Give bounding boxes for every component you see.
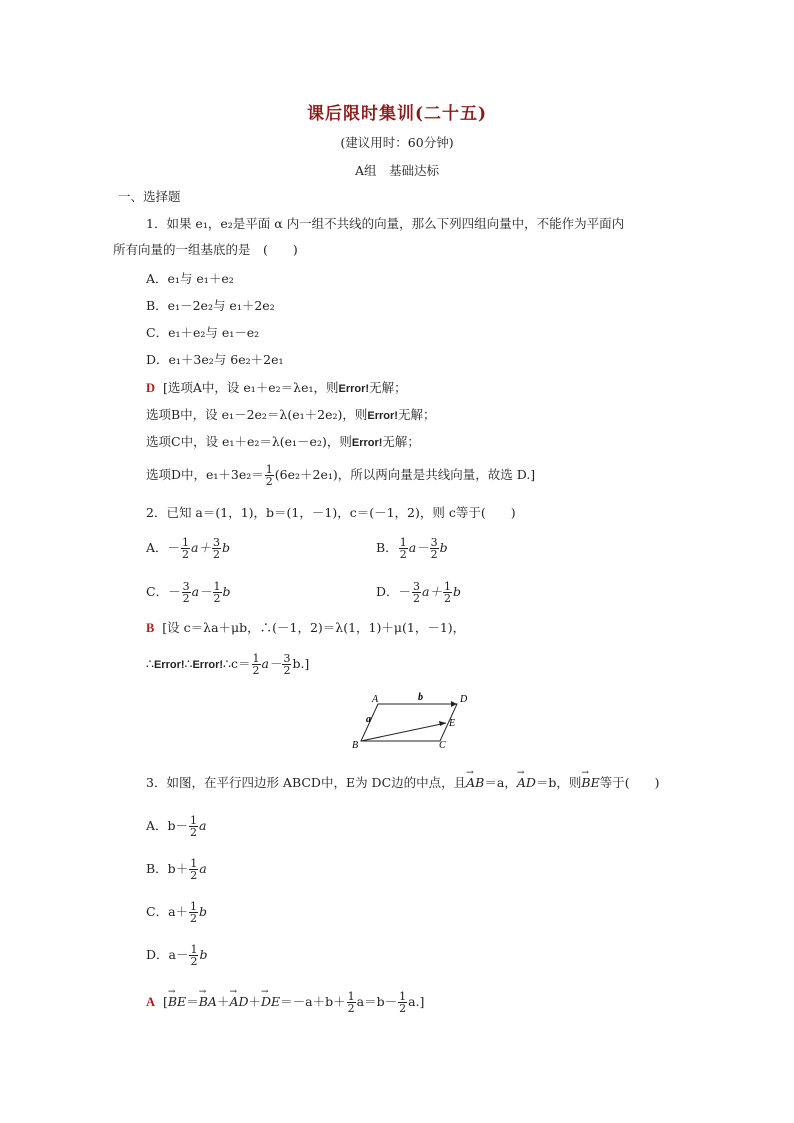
q3-option-c: C．a＋ $\frac{1}{2}$ b	[146, 900, 208, 925]
label-d-point: D	[460, 694, 468, 705]
q3-solution: A [→ BE＝→ BA＋→ AD＋→ DE＝－a＋b＋ $\frac{1}{2}$ a＝b－ $\frac{1}{2}$ a.]	[146, 988, 424, 1016]
q2-solution-line2: ∴Error!∴Error!∴c＝ $\frac{1}{2}$ a－ $\frac{3}{2}$ b.]	[146, 652, 310, 677]
q1-option-b: B．e₁－2e₂与 e₁＋2e₂	[146, 298, 275, 313]
q1-answer: D	[146, 381, 156, 395]
group-heading: A组 基础达标	[354, 163, 440, 178]
q3-answer: A	[146, 995, 156, 1009]
q2-option-d: D．－ $\frac{3}{2}$ a＋ $\frac{1}{2}$ b	[376, 580, 461, 605]
q1-option-c: C．e₁＋e₂与 e₁－e₂	[146, 325, 260, 340]
q1-option-a: A．e₁与 e₁＋e₂	[146, 271, 234, 286]
q3-option-d: D．a－ $\frac{1}{2}$ b	[146, 943, 208, 968]
label-vector-b: b	[418, 692, 423, 703]
label-e-point: E	[449, 718, 456, 729]
label-b-point: B	[352, 740, 359, 751]
q2-options-row1	[146, 534, 448, 562]
q1-solution-line3: 选项C中，设 e₁＋e₂＝λ(e₁－e₂)，则Error!无解；	[146, 434, 420, 449]
parallelogram-figure	[340, 688, 480, 752]
segment-be	[361, 723, 446, 741]
q3-stem: 3．如图，在平行四边形 ABCD中，E为 DC边的中点，且→ AB＝a，→ AD＝b，则→ BE等于( )	[146, 775, 659, 791]
page-title: 课后限时集训(二十五)	[306, 104, 488, 124]
q1-solution-line4: 选项D中，e₁＋3e₂＝ $\frac{1}{2}$ (6e₂＋2e₁)，所以两向量是共线向量，故选 D.]	[146, 463, 536, 488]
label-vector-a: a	[366, 714, 371, 725]
q2-answer: B	[146, 621, 155, 635]
fraction: $\frac{1}{2}$	[265, 463, 273, 488]
q2-options-row2	[146, 578, 461, 606]
q3-option-b: B．b＋ $\frac{1}{2}$ a	[146, 857, 207, 882]
q2-option-a: A．－ $\frac{1}{2}$ a＋ $\frac{3}{2}$ b	[146, 536, 230, 561]
q1-solution-line1: D [选项A中，设 e₁＋e₂＝λe₁，则Error!无解；	[146, 380, 407, 395]
q1-solution-line2: 选项B中，设 e₁－2e₂＝λ(e₁＋2e₂)，则Error!无解；	[146, 407, 436, 422]
q2-option-c: C．－ $\frac{3}{2}$ a－ $\frac{1}{2}$ b	[146, 580, 231, 605]
q2-option-b: B． $\frac{1}{2}$ a－ $\frac{3}{2}$ b	[376, 536, 448, 561]
arrowhead-e	[439, 721, 446, 726]
label-a-point: A	[372, 694, 379, 705]
q1-stem-line1: 1．如果 e₁，e₂是平面 α 内一组不共线的向量，那么下列四组向量中，不能作为平面内	[146, 216, 625, 231]
section-heading: 一、选择题	[118, 189, 181, 204]
q1-stem-line2: 所有向量的一组基底的是 ( )	[113, 242, 298, 257]
q2-solution-line1: B [设 c＝λa＋μb，∴(－1，2)＝λ(1，1)＋μ(1，－1)，	[146, 620, 466, 635]
time-note: (建议用时：60分钟)	[340, 135, 454, 150]
q3-option-a: A．b－ $\frac{1}{2}$ a	[146, 814, 207, 839]
q2-stem: 2．已知 a＝(1，1)，b＝(1，－1)，c＝(－1，2)，则 c等于( )	[146, 505, 516, 520]
q1-option-d: D．e₁＋3e₂与 6e₂＋2e₁	[146, 352, 284, 367]
label-c-point: C	[439, 740, 446, 751]
